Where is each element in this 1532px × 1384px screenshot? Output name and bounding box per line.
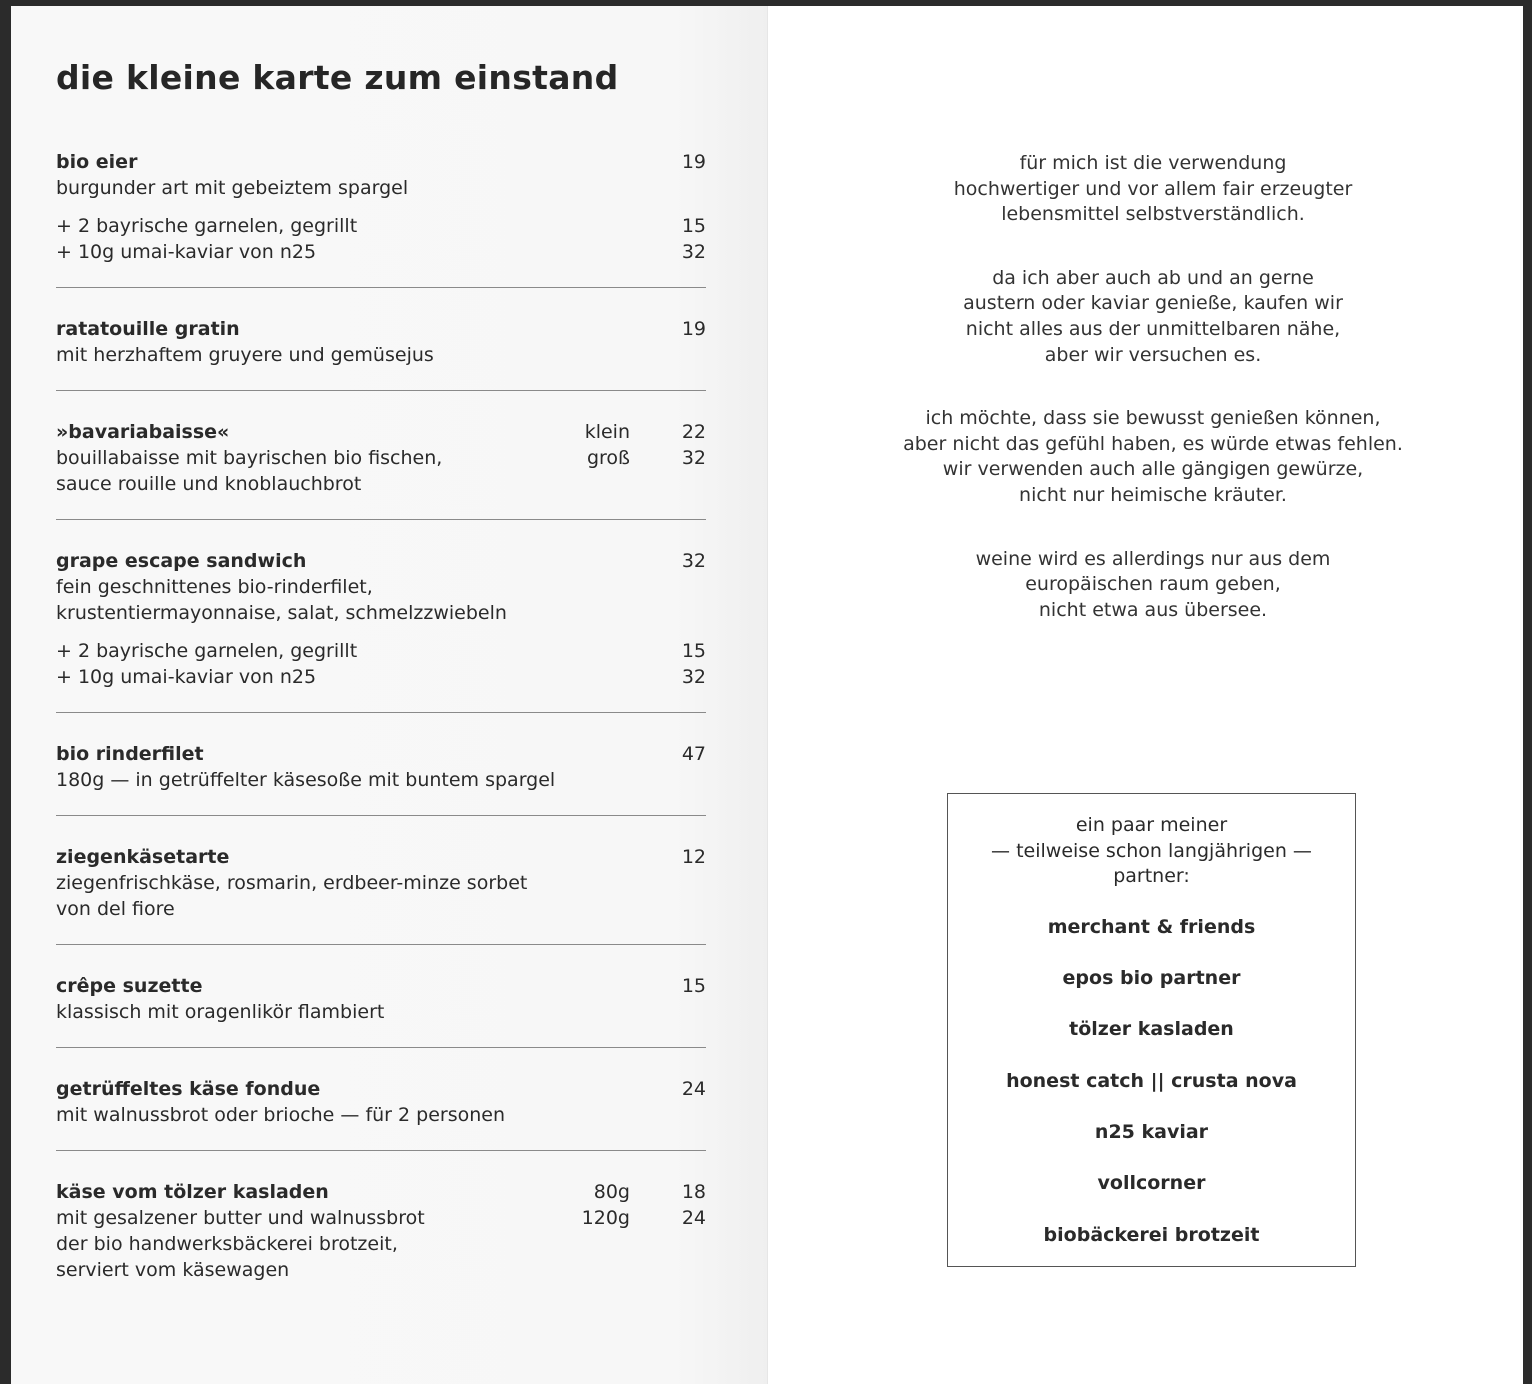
menu-item-desc-row xyxy=(56,1205,706,1231)
menu-extra-row xyxy=(56,213,706,239)
menu-item-description: der bio handwerksbäckerei brotzeit, xyxy=(56,1233,398,1255)
menu-item-extras xyxy=(56,213,706,265)
partners-intro: ein paar meiner — teilweise schon langjährigen — partner: xyxy=(991,814,1312,888)
menu-extra-price: 32 xyxy=(681,241,706,263)
menu-item-desc-row xyxy=(56,1231,706,1257)
menu-item xyxy=(56,149,706,288)
menu-extra-price: 32 xyxy=(681,666,706,688)
menu-item-header xyxy=(56,973,706,999)
menu-item-price: 32 xyxy=(681,550,706,572)
menu-extra-row xyxy=(56,664,706,690)
menu-item-desc-row xyxy=(56,574,706,600)
menu-item-header xyxy=(56,149,706,175)
menu-item-name: ratatouille gratin xyxy=(56,318,240,340)
menu-item-desc-row xyxy=(56,445,706,471)
partners-list xyxy=(948,902,1355,1261)
menu-item-price: 32 xyxy=(681,447,706,469)
menu-extra-price: 15 xyxy=(681,215,706,237)
menu-item xyxy=(56,1076,706,1151)
left-page xyxy=(11,6,767,1384)
menu-item-desc-row xyxy=(56,999,706,1025)
partner-name: epos bio partner xyxy=(1062,967,1241,990)
menu-list xyxy=(56,149,706,1333)
menu-item-desc-row xyxy=(56,175,706,201)
menu-item-description: klassisch mit oragenlikör flambiert xyxy=(56,1001,385,1023)
menu-item-size: 120g xyxy=(581,1207,630,1229)
menu-extra-text: + 10g umai-kaviar von n25 xyxy=(56,666,317,688)
menu-item-description: mit herzhaftem gruyere und gemüsejus xyxy=(56,344,434,366)
menu-item-price: 22 xyxy=(681,421,706,443)
menu-item-desc-row xyxy=(56,600,706,626)
menu-extra-row xyxy=(56,239,706,265)
menu-item-price: 24 xyxy=(681,1078,706,1100)
intro-paragraph: ich möchte, dass sie bewusst genießen können, aber nicht das gefühl haben, es würde etwas fehlen. wir verwenden auch alle gängigen gewürze, nicht nur heimische kräuter. xyxy=(903,407,1403,506)
menu-extra-row xyxy=(56,638,706,664)
menu-item-desc-row xyxy=(56,870,706,896)
menu-item-name: ziegenkäsetarte xyxy=(56,846,230,868)
menu-item xyxy=(56,1179,706,1305)
menu-item-price: 15 xyxy=(681,975,706,997)
menu-item xyxy=(56,548,706,713)
partners-box xyxy=(947,793,1356,1267)
menu-item-description: burgunder art mit gebeiztem spargel xyxy=(56,177,409,199)
intro-text xyxy=(768,151,1532,661)
menu-item-name: getrüffeltes käse fondue xyxy=(56,1078,321,1100)
menu-item-header xyxy=(56,741,706,767)
right-page xyxy=(767,6,1523,1384)
menu-item-name: crêpe suzette xyxy=(56,975,203,997)
intro-paragraph: da ich aber auch ab und an gerne austern oder kaviar genieße, kaufen wir nicht alles aus der unmittelbaren nähe, aber wir versuchen es. xyxy=(963,266,1343,366)
menu-item-description: krustentiermayonnaise, salat, schmelzzwiebeln xyxy=(56,602,507,624)
menu-extra-text: + 2 bayrische garnelen, gegrillt xyxy=(56,215,358,237)
menu-item-price: 47 xyxy=(681,743,706,765)
menu-item-header xyxy=(56,1179,706,1205)
menu-item-desc-row xyxy=(56,896,706,922)
menu-item-description: serviert vom käsewagen xyxy=(56,1259,290,1281)
intro-paragraph: weine wird es allerdings nur aus dem europäischen raum geben, nicht etwa aus übersee. xyxy=(975,547,1331,621)
menu-item-header xyxy=(56,316,706,342)
partner-name: merchant & friends xyxy=(1047,915,1256,938)
menu-item-name: bio rinderfilet xyxy=(56,743,204,765)
menu-item-price: 19 xyxy=(681,318,706,340)
menu-extra-text: + 10g umai-kaviar von n25 xyxy=(56,241,317,263)
menu-item-header xyxy=(56,419,706,445)
menu-item-price: 12 xyxy=(681,846,706,868)
menu-item-desc-row xyxy=(56,471,706,497)
menu-item-description: bouillabaisse mit bayrischen bio fischen, xyxy=(56,447,443,469)
menu-item-description: mit gesalzener butter und walnussbrot xyxy=(56,1207,425,1229)
menu-item-header xyxy=(56,1076,706,1102)
menu-item-name: grape escape sandwich xyxy=(56,550,307,572)
menu-item-description: ziegenfrischkäse, rosmarin, erdbeer-minze sorbet xyxy=(56,872,528,894)
menu-item-description: mit walnussbrot oder brioche — für 2 personen xyxy=(56,1104,506,1126)
menu-item-price: 24 xyxy=(681,1207,706,1229)
menu-item-description: sauce rouille und knoblauchbrot xyxy=(56,473,362,495)
partner-name: honest catch || crusta nova xyxy=(1006,1069,1297,1092)
menu-extra-price: 15 xyxy=(681,640,706,662)
partner-name: tölzer kasladen xyxy=(1069,1018,1234,1041)
menu-item-size: klein xyxy=(584,421,630,443)
partner-name: n25 kaviar xyxy=(1094,1120,1209,1143)
menu-item-name: »bavariabaisse« xyxy=(56,421,230,443)
menu-item-desc-row xyxy=(56,1257,706,1283)
menu-extra-text: + 2 bayrische garnelen, gegrillt xyxy=(56,640,358,662)
menu-item-price: 19 xyxy=(681,151,706,173)
menu-item-price: 18 xyxy=(681,1181,706,1203)
menu-item-size: 80g xyxy=(593,1181,630,1203)
menu-item xyxy=(56,844,706,945)
menu-item xyxy=(56,973,706,1048)
menu-item xyxy=(56,316,706,391)
menu-item-header xyxy=(56,548,706,574)
menu-item-name: käse vom tölzer kasladen xyxy=(56,1181,329,1203)
menu-item-desc-row xyxy=(56,767,706,793)
menu-item xyxy=(56,741,706,816)
menu-item-description: von del fiore xyxy=(56,898,175,920)
intro-paragraph: für mich ist die verwendung hochwertiger und vor allem fair erzeugter lebensmittel selbstverständlich. xyxy=(953,152,1353,226)
menu-item-description: fein geschnittenes bio-rinderfilet, xyxy=(56,576,373,598)
partner-name: biobäckerei brotzeit xyxy=(1043,1223,1260,1246)
menu-item-description: 180g — in getrüffelter käsesoße mit buntem spargel xyxy=(56,769,556,791)
menu-item-size: groß xyxy=(586,447,630,469)
menu-item-extras xyxy=(56,638,706,690)
menu-item xyxy=(56,419,706,520)
menu-item-name: bio eier xyxy=(56,151,138,173)
menu-item-desc-row xyxy=(56,342,706,368)
partner-name: vollcorner xyxy=(1097,1172,1206,1195)
menu-item-header xyxy=(56,844,706,870)
page-title: die kleine karte zum einstand xyxy=(56,58,619,97)
menu-item-desc-row xyxy=(56,1102,706,1128)
